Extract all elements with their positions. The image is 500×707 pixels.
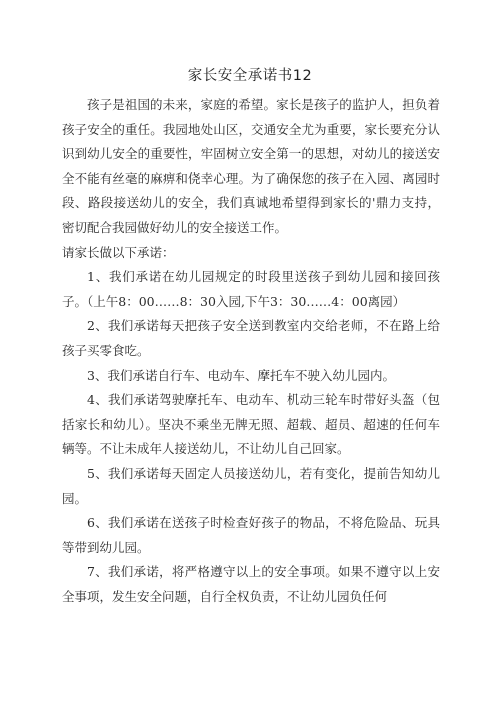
intro-paragraph: 孩子是祖国的未来，家庭的希望。家长是孩子的监护人，担负着孩子安全的重任。我园地处山区，交通安全尤为重要，家长要充分认识到幼儿安全的重要性，牢固树立安全第一的思想，对幼儿的接送安全不能有丝毫的麻痹和侥幸心理。为了确保您的孩子在入园、离园时段、路段接送幼儿的安全，我们真诚地希望得到家长的'鼎力支持，密切配合我园做好幼儿的安全接送工作。 [62,97,440,235]
commitment-item-4: 4、我们承诺驾驶摩托车、电动车、机动三轮车时带好头盔（包括家长和幼儿）。坚决不乘坐无牌无照、超载、超员、超速的任何车辆等。不让未成年人接送幼儿，不让幼儿自己回家。 [62,392,440,457]
commitment-item-2: 2、我们承诺每天把孩子安全送到教室内交给老师，不在路上给孩子买零食吃。 [62,318,440,358]
document-title: 家长安全承诺书12 [187,68,313,84]
commitment-item-3: 3、我们承诺自行车、电动车、摩托车不驶入幼儿园内。 [87,367,395,383]
request-line: 请家长做以下承诺： [62,244,175,260]
commitment-item-1: 1、我们承诺在幼儿园规定的时段里送孩子到幼儿园和接回孩子。（上午8：00……8：30入园,下午3：30……4：00离园） [62,269,440,309]
commitment-item-7: 7、我们承诺，将严格遵守以上的安全事项。如果不遵守以上安全事项，发生安全问题，自行全权负责，不让幼儿园负任何 [62,564,440,604]
document-body [62,93,440,609]
commitment-item-6: 6、我们承诺在送孩子时检查好孩子的物品，不将危险品、玩具等带到幼儿园。 [62,515,440,555]
commitment-item-5: 5、我们承诺每天固定人员接送幼儿，若有变化，提前告知幼儿园。 [62,465,440,506]
